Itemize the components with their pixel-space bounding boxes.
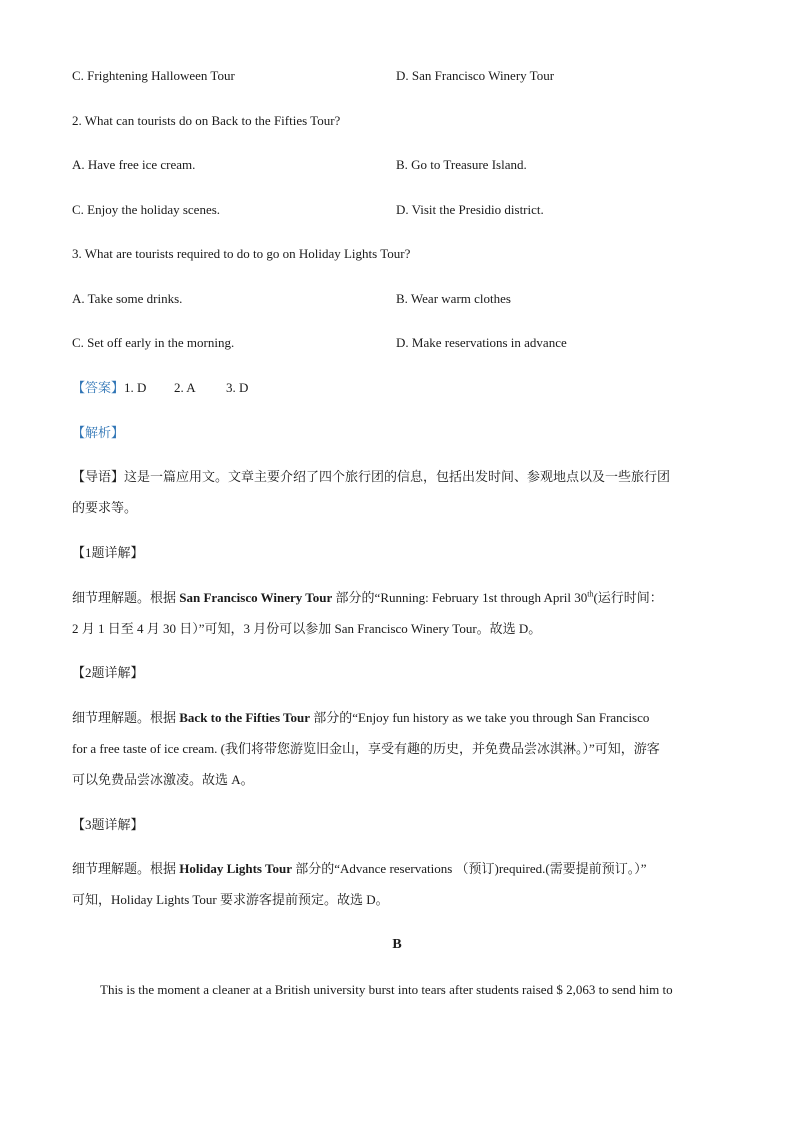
q3-question: 3. What are tourists required to do to go on Holiday Lights Tour? <box>72 246 411 261</box>
section-b-line-1: This is the moment a cleaner at a British university burst into tears after students raised $ 2,063 to send him to <box>100 982 673 997</box>
q3-option-d: D. Make reservations in advance <box>396 335 567 350</box>
q2-option-d: D. Visit the Presidio district. <box>396 202 544 217</box>
detail-2-title: 【2题详解】 <box>72 665 144 680</box>
detail-3-title: 【3题详解】 <box>72 817 144 832</box>
q2-question: 2. What can tourists do on Back to the Fifties Tour? <box>72 113 341 128</box>
detail-1-line-2: 2 月 1 日至 4 月 30 日）”可知，3 月份可以参加 San Francisco Winery Tour。故选 D。 <box>72 621 542 636</box>
detail-3-line-2: 可知，Holiday Lights Tour 要求游客提前预定。故选 D。 <box>72 892 389 907</box>
detail-2-line-2: for a free taste of ice cream. (我们将带您游览旧金山，享受有趣的历史，并免费品尝冰淇淋。）”可知，游客 <box>72 741 660 756</box>
q2-option-b: B. Go to Treasure Island. <box>396 157 527 172</box>
answer-1: 1. D <box>124 380 147 395</box>
detail-2-line-3: 可以免费品尝冰激凌。故选 A。 <box>72 772 254 787</box>
detail-1-title: 【1题详解】 <box>72 545 144 560</box>
q1-option-d: D. San Francisco Winery Tour <box>396 68 555 83</box>
guide-line-1: 【导语】这是一篇应用文。文章主要介绍了四个旅行团的信息，包括出发时间、参观地点以及一些旅行团 <box>72 469 671 484</box>
answer-line <box>72 379 248 397</box>
section-b-heading: B <box>392 937 402 952</box>
answer-label: 【答案】 <box>72 380 125 395</box>
q3-option-a: A. Take some drinks. <box>72 291 183 306</box>
detail-3-line-1: 细节理解题。根据 Holiday Lights Tour 部分的“Advance reservations （预订)required.(需要提前预订。）” <box>72 861 647 876</box>
answer-2: 2. A <box>174 380 196 395</box>
q2-option-a: A. Have free ice cream. <box>72 157 196 172</box>
guide-label: 【导语】 <box>72 469 125 484</box>
q1-option-c: C. Frightening Halloween Tour <box>72 68 235 83</box>
analysis-label: 【解析】 <box>72 425 125 440</box>
detail-2-line-1: 细节理解题。根据 Back to the Fifties Tour 部分的“Enjoy fun history as we take you through San Francisco <box>72 710 650 725</box>
q3-option-c: C. Set off early in the morning. <box>72 335 235 350</box>
detail-1-line-1: 细节理解题。根据 San Francisco Winery Tour 部分的“Running: February 1st through April 30th(运行时间： <box>72 589 663 605</box>
q3-option-b: B. Wear warm clothes <box>396 291 511 306</box>
answer-3: 3. D <box>226 380 249 395</box>
q2-option-c: C. Enjoy the holiday scenes. <box>72 202 221 217</box>
guide-line-2: 的要求等。 <box>72 500 138 515</box>
